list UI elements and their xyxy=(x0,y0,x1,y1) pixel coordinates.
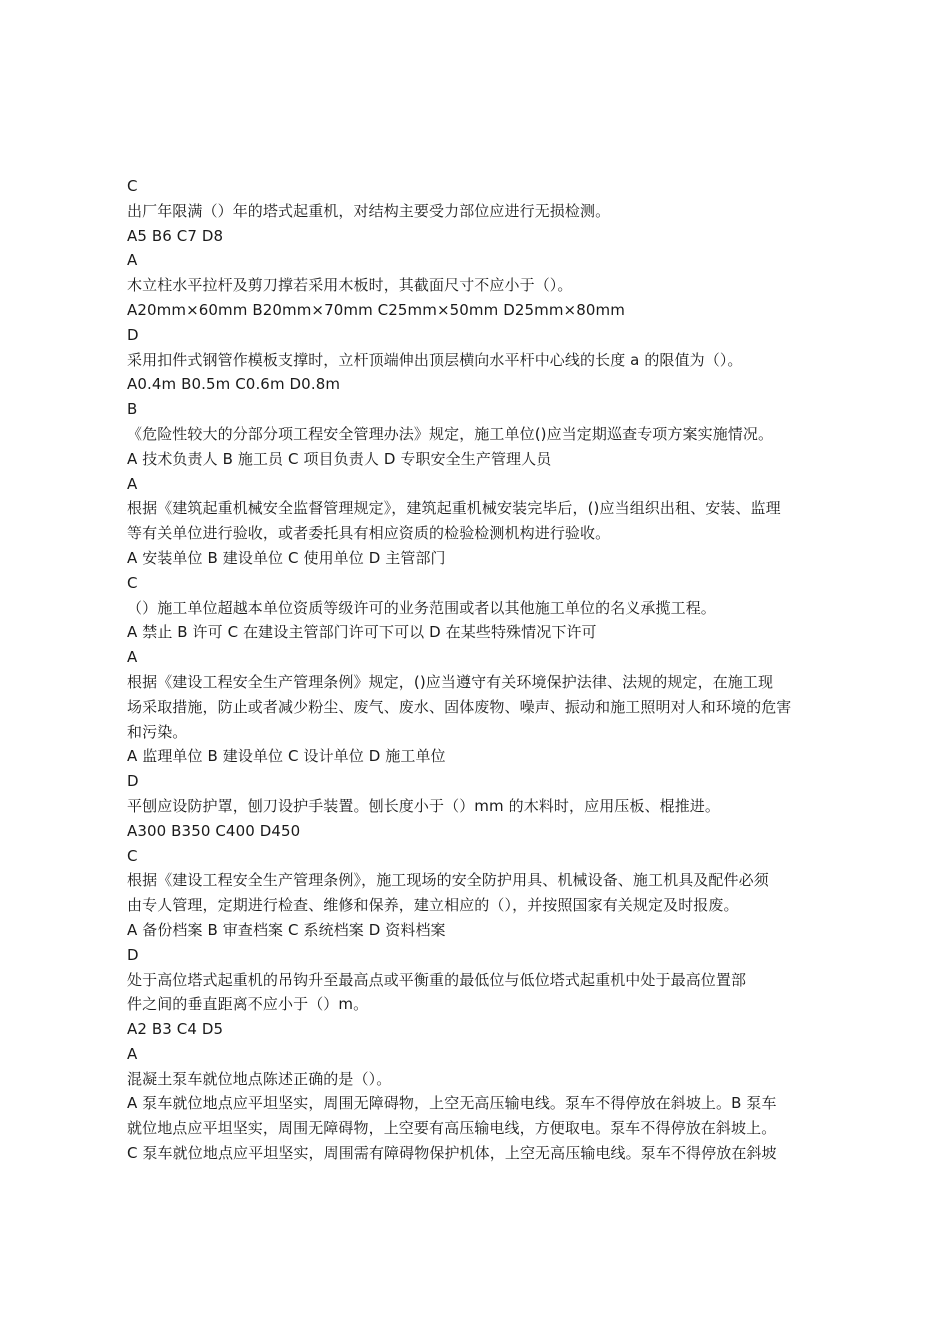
options-line: C 泵车就位地点应平坦坚实，周围需有障碍物保护机体，上空无高压输电线。泵车不得停放在斜坡 xyxy=(127,1144,777,1163)
options-line: A2 B3 C4 D5 xyxy=(127,1020,224,1039)
question-line: 件之间的垂直距离不应小于（）m。 xyxy=(127,995,369,1014)
options-line: A 监理单位 B 建设单位 C 设计单位 D 施工单位 xyxy=(127,747,446,766)
question-line: 木立柱水平拉杆及剪刀撑若采用木板时，其截面尺寸不应小于（）。 xyxy=(127,276,573,295)
answer-line: A xyxy=(127,648,138,667)
question-line: 出厂年限满（）年的塔式起重机，对结构主要受力部位应进行无损检测。 xyxy=(127,201,611,220)
question-line: 《危险性较大的分部分项工程安全管理办法》规定，施工单位()应当定期巡查专项方案实施情况。 xyxy=(127,424,774,443)
document-page xyxy=(127,174,827,1166)
answer-line: A xyxy=(127,474,138,493)
options-line: A 备份档案 B 审查档案 C 系统档案 D 资料档案 xyxy=(127,920,446,939)
options-line: A 泵车就位地点应平坦坚实，周围无障碍物，上空无高压输电线。泵车不得停放在斜坡上。B 泵车 xyxy=(127,1094,777,1113)
answer-line: D xyxy=(127,325,139,344)
answer-line: C xyxy=(127,846,138,865)
question-line: 根据《建设工程安全生产管理条例》规定，()应当遵守有关环境保护法律、法规的规定，在施工现 xyxy=(127,672,774,691)
question-line: 根据《建筑起重机械安全监督管理规定》，建筑起重机械安装完毕后，()应当组织出租、安装、监理 xyxy=(127,499,781,518)
options-line: A 安装单位 B 建设单位 C 使用单位 D 主管部门 xyxy=(127,548,446,567)
answer-line: B xyxy=(127,400,138,419)
question-line: 场采取措施，防止或者减少粉尘、废气、废水、固体废物、噪声、振动和施工照明对人和环境的危害 xyxy=(127,697,792,716)
question-line: 混凝土泵车就位地点陈述正确的是（）。 xyxy=(127,1069,392,1088)
options-line: 就位地点应平坦坚实，周围无障碍物，上空要有高压输电线，方便取电。泵车不得停放在斜坡上。 xyxy=(127,1119,777,1138)
question-line: 等有关单位进行验收，或者委托具有相应资质的检验检测机构进行验收。 xyxy=(127,524,611,543)
question-line: 处于高位塔式起重机的吊钩升至最高点或平衡重的最低位与低位塔式起重机中处于最高位置部 xyxy=(127,970,747,989)
answer-line: C xyxy=(127,573,138,592)
options-line: A300 B350 C400 D450 xyxy=(127,821,301,840)
answer-line: A xyxy=(127,251,138,270)
answer-line: D xyxy=(127,945,139,964)
answer-line: D xyxy=(127,772,139,791)
answer-line: A xyxy=(127,1044,138,1063)
answer-line: C xyxy=(127,177,138,195)
options-line: A20mm×60mm B20mm×70mm C25mm×50mm D25mm×80mm xyxy=(127,300,625,319)
options-line: A0.4m B0.5m C0.6m D0.8m xyxy=(127,375,341,394)
question-line: 根据《建设工程安全生产管理条例》，施工现场的安全防护用具、机械设备、施工机具及配件必须 xyxy=(127,871,769,890)
options-line: A5 B6 C7 D8 xyxy=(127,226,224,245)
question-line: 由专人管理，定期进行检查、维修和保养，建立相应的（），并按照国家有关规定及时报废。 xyxy=(127,896,739,915)
question-line: 平刨应设防护罩，刨刀设护手装置。刨长度小于（）mm 的木料时，应用压板、棍推进。 xyxy=(127,796,720,815)
options-line: A 禁止 B 许可 C 在建设主管部门许可下可以 D 在某些特殊情况下许可 xyxy=(127,623,597,642)
question-line: （）施工单位超越本单位资质等级许可的业务范围或者以其他施工单位的名义承揽工程。 xyxy=(127,598,716,617)
options-line: A 技术负责人 B 施工员 C 项目负责人 D 专职安全生产管理人员 xyxy=(127,449,552,468)
question-line: 和污染。 xyxy=(127,722,188,741)
question-line: 采用扣件式钢管作模板支撑时，立杆顶端伸出顶层横向水平杆中心线的长度 a 的限值为（）。 xyxy=(127,350,743,369)
